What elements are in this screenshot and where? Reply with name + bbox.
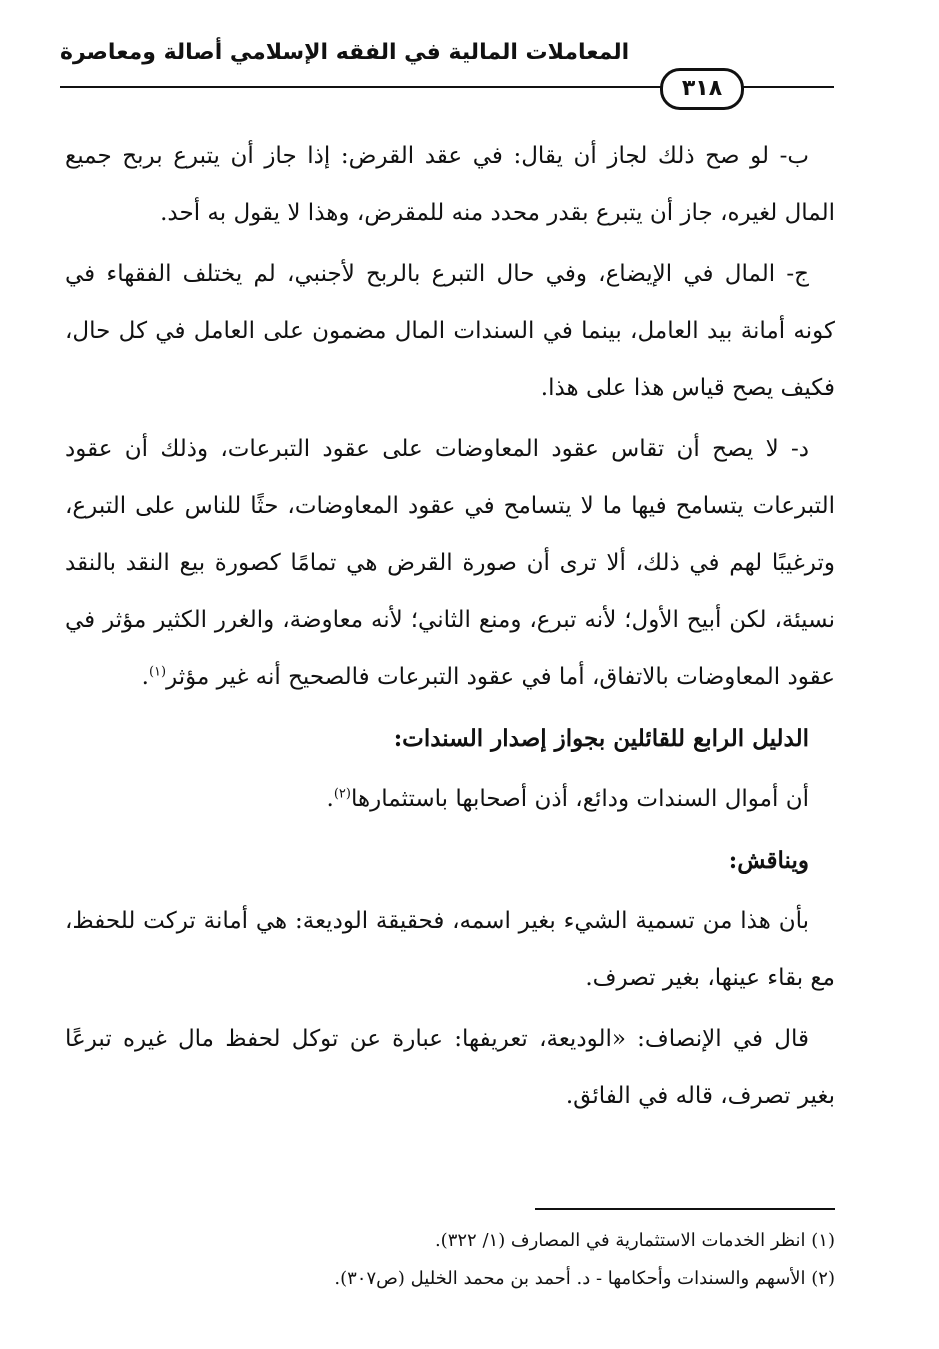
paragraph-j: ج- المال في الإيضاع، وفي حال التبرع بالربح لأجنبي، لم يختلف الفقهاء في كونه أمانة بيد العامل، بينما في السندات المال مضمون على العامل في كل حال، فكيف يصح قياس هذا على هذا. bbox=[65, 261, 835, 401]
paragraph-d-end: . bbox=[141, 664, 149, 690]
paragraph-deposits bbox=[65, 771, 835, 828]
footnote-ref-2: (٢) bbox=[333, 786, 351, 802]
footnotes bbox=[65, 1222, 835, 1298]
heading-discussion: ويناقش: bbox=[728, 847, 809, 874]
paragraph-deposits-end: . bbox=[326, 786, 334, 812]
paragraph-naming: بأن هذا من تسمية الشيء بغير اسمه، فحقيقة الوديعة: هي أمانة تركت للحفظ، مع بقاء عينها، بغير تصرف. bbox=[65, 908, 835, 991]
footnote-separator bbox=[535, 1208, 835, 1210]
body-text bbox=[65, 128, 835, 1129]
paragraph-deposits-text: أن أموال السندات ودائع، أذن أصحابها باستثمارها bbox=[350, 786, 809, 812]
paragraph-b: ب- لو صح ذلك لجاز أن يقال: في عقد القرض: إذا جاز أن يتبرع بربح جميع المال لغيره، جاز أن يتبرع بقدر محدد منه للمقرض، وهذا لا يقول به أحد. bbox=[65, 143, 835, 226]
footnote-1: (١) انظر الخدمات الاستثمارية في المصارف (١/ ٣٢٢). bbox=[434, 1230, 835, 1251]
paragraph-d-text: د- لا يصح أن تقاس عقود المعاوضات على عقود التبرعات، وذلك أن عقود التبرعات يتسامح فيها ما لا يتسامح في عقود المعاوضات، حثًا للناس على التبرع، وترغيبًا لهم في ذلك، ألا ترى أن صورة القرض هي تمامًا كصورة بيع النقد بالنقد نسيئة، لكن أبيح الأول؛ لأنه تبرع، ومنع الثاني؛ لأنه معاوضة، والغرر الكثير مؤثر في عقود المعاوضات بالاتفاق، أما في عقود التبرعات فالصحيح أنه غير مؤثر bbox=[65, 436, 835, 690]
page-number: ٣١٨ bbox=[660, 68, 744, 110]
heading-fourth-evidence: الدليل الرابع للقائلين بجواز إصدار السندات: bbox=[393, 725, 809, 752]
footnote-2: (٢) الأسهم والسندات وأحكامها - د. أحمد بن محمد الخليل (ص٣٠٧). bbox=[334, 1268, 835, 1289]
running-title: المعاملات المالية في الفقه الإسلامي أصالة ومعاصرة bbox=[60, 40, 630, 65]
footnote-ref-1: (١) bbox=[148, 664, 167, 680]
paragraph-d bbox=[65, 421, 835, 706]
paragraph-insaf: قال في الإنصاف: «الوديعة، تعريفها: عبارة عن توكل لحفظ مال غيره تبرعًا بغير تصرف، قاله في الفائق. bbox=[65, 1026, 835, 1109]
